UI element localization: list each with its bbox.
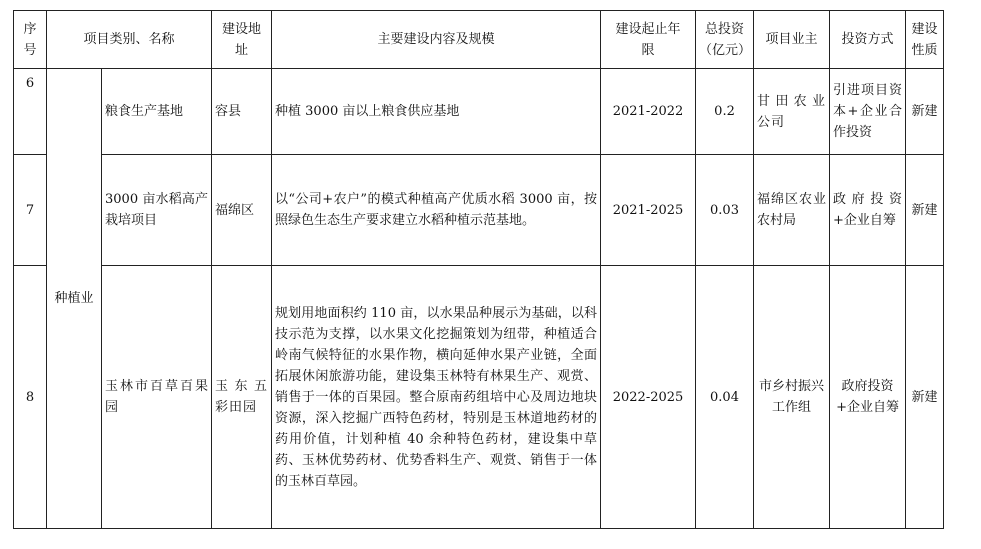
- project-investment: 0.2: [696, 69, 754, 155]
- project-location: 容县: [212, 69, 272, 155]
- project-content: 以“公司+农户”的模式种植高产优质水稻 3000 亩，按照绿色生态生产要求建立水稻种植示范基地。: [272, 155, 601, 266]
- table-header-row: [14, 11, 944, 69]
- header-mode: 投资方式: [830, 11, 906, 69]
- project-content: 规划用地面积约 110 亩，以水果品种展示为基础，以科技示范为支撑，以水果文化挖掘策划为纽带，种植适合岭南气候特征的水果作物，横向延伸水果产业链，全面拓展休闲旅游功能，建设集玉林特有林果生产、观赏、销售于一体的百果园。整合原南药组培中心及周边地块资源，深入挖掘广西特色药材，特别是玉林道地药材的药用价值，计划种植 40 余种特色药材，建设集中草药、玉林优势药材、优势香料生产、观赏、销售于一体的玉林百草园。: [272, 266, 601, 529]
- table-row: [14, 155, 944, 266]
- project-mode: 政府投资+企业自筹: [830, 155, 906, 266]
- header-no: 序 号: [14, 11, 47, 69]
- table-row: [14, 69, 944, 155]
- project-period: 2022-2025: [601, 266, 696, 529]
- project-period: 2021-2025: [601, 155, 696, 266]
- header-owner: 项目业主: [754, 11, 830, 69]
- header-location: 建设地 址: [212, 11, 272, 69]
- project-table: [13, 10, 944, 529]
- project-period: 2021-2022: [601, 69, 696, 155]
- row-no: 7: [14, 155, 47, 266]
- row-no: 6: [14, 69, 47, 155]
- project-mode: 引进项目资本+企业合作投资: [830, 69, 906, 155]
- project-mode: 政府投资+企业自筹: [830, 266, 906, 529]
- project-owner: 甘田农业公司: [754, 69, 830, 155]
- row-no: 8: [14, 266, 47, 529]
- category-cell: 种植业: [47, 69, 102, 529]
- project-nature: 新建: [906, 69, 944, 155]
- project-location: 玉东五彩田园: [212, 266, 272, 529]
- header-investment: 总投资 （亿元）: [696, 11, 754, 69]
- project-name: 粮食生产基地: [102, 69, 212, 155]
- project-nature: 新建: [906, 155, 944, 266]
- project-investment: 0.03: [696, 155, 754, 266]
- header-nature: 建设 性质: [906, 11, 944, 69]
- project-location: 福绵区: [212, 155, 272, 266]
- header-content: 主要建设内容及规模: [272, 11, 601, 69]
- table-row: [14, 266, 944, 529]
- project-owner: 福绵区农业农村局: [754, 155, 830, 266]
- header-category-name: 项目类别、名称: [47, 11, 212, 69]
- project-name: 3000 亩水稻高产栽培项目: [102, 155, 212, 266]
- project-content: 种植 3000 亩以上粮食供应基地: [272, 69, 601, 155]
- project-owner: 市乡村振兴工作组: [754, 266, 830, 529]
- project-name: 玉林市百草百果园: [102, 266, 212, 529]
- project-investment: 0.04: [696, 266, 754, 529]
- project-nature: 新建: [906, 266, 944, 529]
- header-period: 建设起止年 限: [601, 11, 696, 69]
